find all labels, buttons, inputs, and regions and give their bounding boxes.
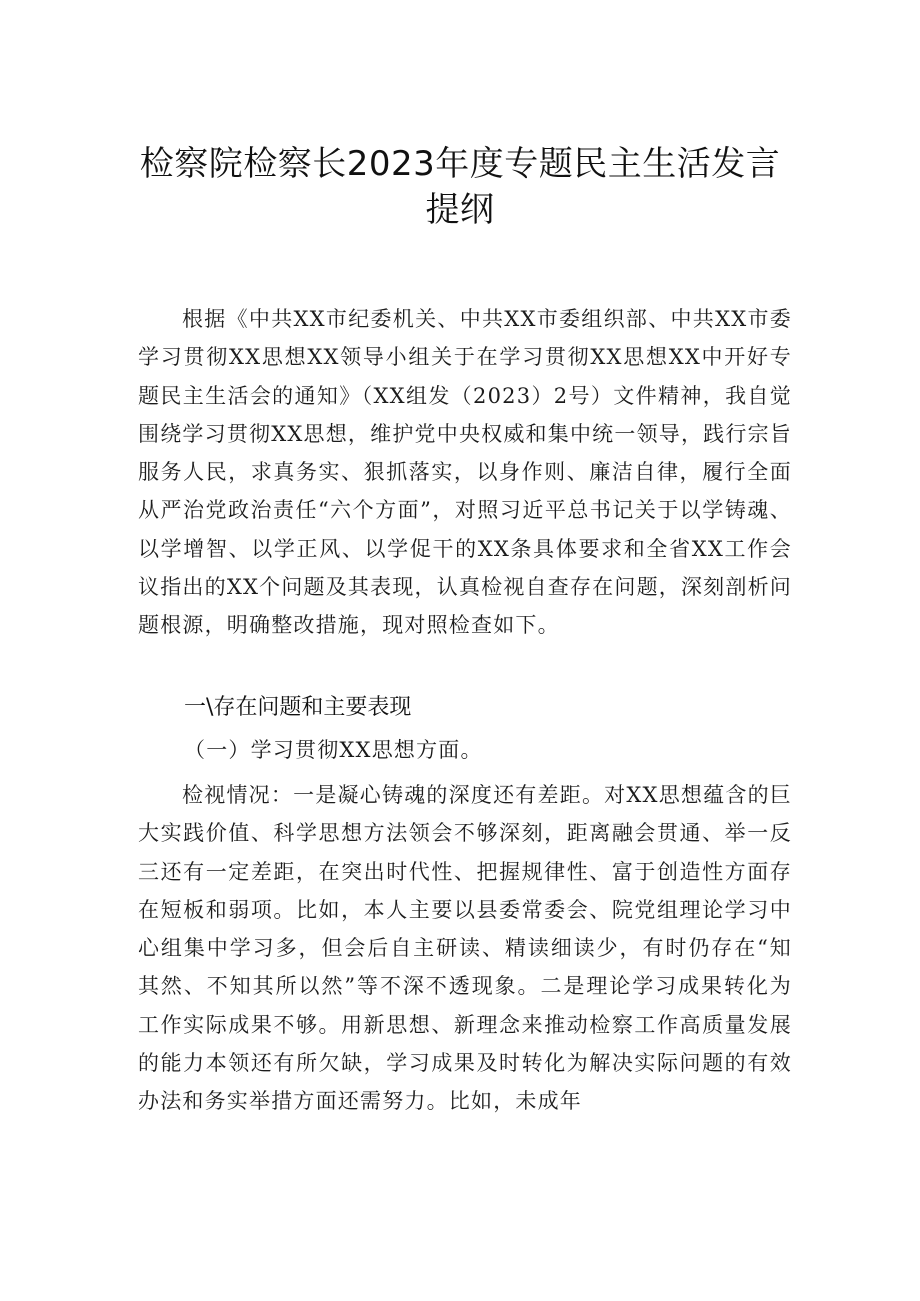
intro-paragraph: 根据《中共XX市纪委机关、中共XX市委组织部、中共XX市委学习贯彻XX思想XX领导小组关于在学习贯彻XX思想XX中开好专题民主生活会的通知》（XX组发（2023）2号）文件精神，我自觉围绕学习贯彻XX思想，维护党中央权威和集中统一领导，践行宗旨服务人民，求真务实、狠抓落实，以身作则、廉洁自律，履行全面从严治党政治责任“六个方面”，对照习近平总书记关于以学铸魂、以学增智、以学正风、以学促干的XX条具体要求和全省XX工作会议指出的XX个问题及其表现，认真检视自查存在问题，深刻剖析问题根源，明确整改措施，现对照检查如下。: [138, 307, 792, 638]
inspection-paragraph: 检视情况：一是凝心铸魂的深度还有差距。对XX思想蕴含的巨大实践价值、科学思想方法领会不够深刻，距离融会贯通、举一反三还有一定差距，在突出时代性、把握规律性、富于创造性方面存在短板和弱项。比如，本人主要以县委常委会、院党组理论学习中心组集中学习多，但会后自主研读、精读细读少，有时仍存在“知其然、不知其所以然”等不深不透现象。二是理论学习成果转化为工作实际成果不够。用新思想、新理念来推动检察工作高质量发展的能力本领还有所欠缺，学习成果及时转化为解决实际问题的有效办法和务实举措方面还需努力。比如，未成年: [138, 783, 792, 1114]
document-title-line-1: 检察院检察长2023年度专题民主生活发言: [139, 144, 781, 184]
subsection-heading: （一）学习贯彻XX思想方面。: [184, 738, 483, 762]
document-title-line-2: 提纲: [425, 190, 495, 230]
section-heading: 一\存在问题和主要表现: [184, 695, 412, 720]
